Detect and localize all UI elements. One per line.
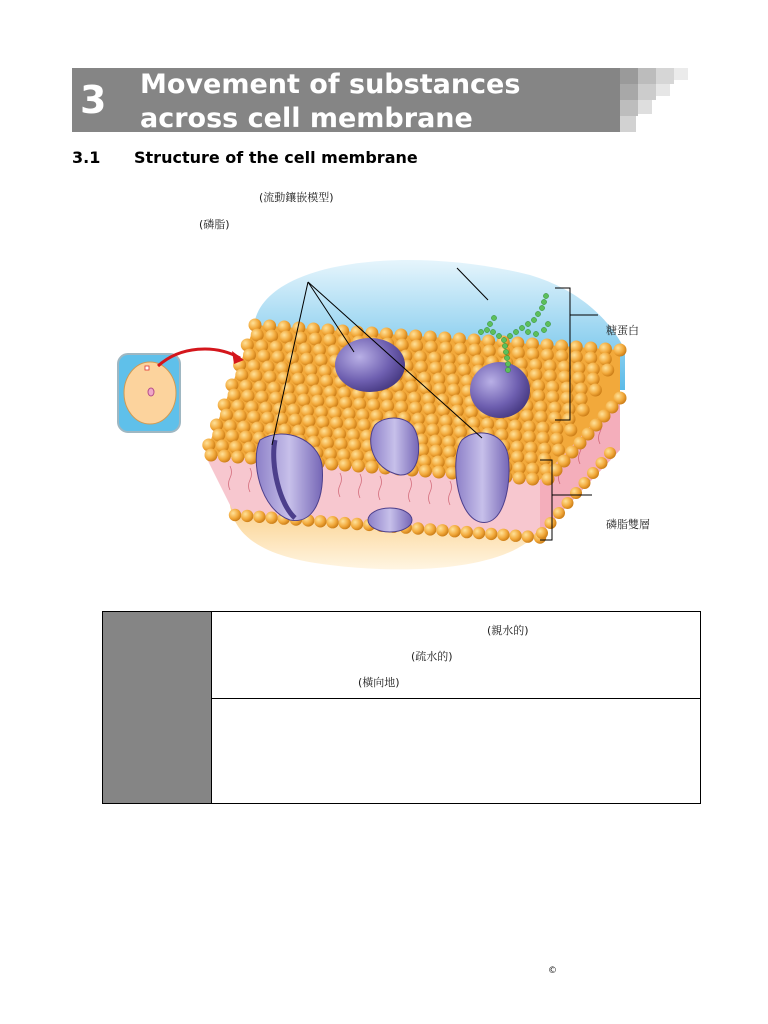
phospholipid-head <box>253 511 265 523</box>
phospholipid-head <box>339 517 351 529</box>
phospholipid-head <box>584 352 597 365</box>
phospholipid-head <box>339 397 352 410</box>
phospholipid-head <box>497 529 509 541</box>
phospholipid-head <box>231 451 244 464</box>
phospholipid-head <box>247 411 260 424</box>
cell-inset <box>118 354 180 432</box>
phospholipid-head <box>444 363 457 376</box>
phospholipid-head <box>381 400 394 413</box>
section-number: 3.1 <box>72 148 101 167</box>
phospholipid-head <box>352 460 365 473</box>
phospholipid-head <box>395 401 408 414</box>
phospholipid-head <box>365 461 378 474</box>
phospholipid-head <box>465 406 478 419</box>
phospholipid-head <box>564 424 577 437</box>
phospholipid-head <box>575 393 588 406</box>
phospholipid-head <box>542 473 555 486</box>
phospholipid-head <box>314 515 326 527</box>
phospholipid-head <box>409 402 422 415</box>
phospholipid-head <box>437 404 450 417</box>
phospholipid-head <box>526 473 539 486</box>
phospholipid-head <box>513 472 526 485</box>
phospholipid-head <box>321 437 334 450</box>
phospholipid-head <box>283 393 296 406</box>
phospholipid-head <box>563 413 576 426</box>
surface-protein <box>335 338 405 392</box>
phospholipid-head <box>553 507 565 519</box>
phospholipid-head <box>587 467 599 479</box>
phospholipid-head <box>339 459 352 472</box>
phospholipid-head <box>537 432 550 445</box>
phospholipid-head <box>570 487 582 499</box>
phospholipid-head <box>601 364 614 377</box>
phospholipid-head <box>521 410 534 423</box>
copyright-mark: © <box>548 966 557 976</box>
phospholipid-head <box>212 429 225 442</box>
phospholipid-head <box>335 438 348 451</box>
phospholipid-head <box>447 384 460 397</box>
phospholipid-head <box>458 364 471 377</box>
phospholipid-head <box>522 530 534 542</box>
phospholipid-head <box>558 371 571 384</box>
phospholipid-head <box>419 465 432 478</box>
phospholipid-bilayer-label: 磷脂雙層 <box>606 518 650 531</box>
phospholipid-head <box>555 350 568 363</box>
phospholipid-head <box>241 510 253 522</box>
phospholipid-head <box>412 522 424 534</box>
chapter-title-line-2: across cell membrane <box>140 103 473 134</box>
phospholipid-head <box>358 419 371 432</box>
glycoprotein-label: 糖蛋白 <box>606 324 639 337</box>
phospholipid-head <box>512 347 525 360</box>
phospholipid-head <box>523 431 536 444</box>
phospholipid-head <box>415 361 428 374</box>
phospholipid-head <box>526 348 539 361</box>
phospholipid-head <box>425 341 438 354</box>
hydrophilic-term: (親水的) <box>487 624 529 637</box>
phospholipid-head <box>410 340 423 353</box>
phospholipid-head <box>525 452 538 465</box>
phospholipid-head <box>229 509 241 521</box>
phospholipid-head <box>218 450 231 463</box>
phospholipid-head <box>461 526 473 538</box>
phospholipid-head <box>596 457 608 469</box>
phospholipid-head <box>436 524 448 536</box>
phospholipid-head <box>405 381 418 394</box>
chapter-banner <box>72 68 620 132</box>
phospholipid-head <box>432 466 445 479</box>
phospholipid-head <box>325 458 338 471</box>
phospholipid-head <box>430 445 443 458</box>
fluid-mosaic-model-label: (流動鑲嵌模型) <box>259 191 334 204</box>
phospholipid-head <box>289 414 302 427</box>
phospholipid-head <box>549 412 562 425</box>
phospholipid-head <box>579 477 591 489</box>
chapter-number: 3 <box>80 78 107 122</box>
phospholipid-head <box>433 383 446 396</box>
phospholipid-head <box>485 528 497 540</box>
phospholipid-head <box>577 404 590 417</box>
phospholipid-head <box>439 342 452 355</box>
phospholipid-head <box>454 343 467 356</box>
glycoprotein-protein <box>470 362 530 418</box>
phospholipid-head <box>546 391 559 404</box>
phospholipid-head <box>429 362 442 375</box>
section-title: Structure of the cell membrane <box>134 148 418 167</box>
phospholipid-head <box>320 375 333 388</box>
phospholipid-head <box>552 444 565 457</box>
phospholipid-head <box>509 430 522 443</box>
phospholipid-head <box>424 523 436 535</box>
phospholipid-head <box>604 447 616 459</box>
phospholipid-head <box>545 517 557 529</box>
section-heading <box>72 148 418 167</box>
phospholipid-head <box>473 527 485 539</box>
phospholipid-head <box>509 530 521 542</box>
phospholipid-head <box>448 525 460 537</box>
phospholipid-head <box>483 345 496 358</box>
phospholipid-head <box>353 398 366 411</box>
phospholipid-head <box>326 516 338 528</box>
phospholipid-head <box>426 424 439 437</box>
banner-decoration <box>620 68 692 132</box>
phospholipid-head <box>536 527 548 539</box>
phospholipid-head <box>297 394 310 407</box>
info-table-header-cell <box>103 612 212 803</box>
phospholipid-head <box>468 344 481 357</box>
phospholipid-head <box>239 431 252 444</box>
phospholipid-head <box>306 374 319 387</box>
phospholipid-head <box>316 416 329 429</box>
info-table-row-divider <box>211 698 700 699</box>
phospholipid-head <box>599 353 612 366</box>
phospholipid-head <box>348 439 361 452</box>
phospholipid-head <box>532 390 545 403</box>
phospholipid-head <box>303 415 316 428</box>
phospholipid-head <box>245 452 258 465</box>
peripheral-protein <box>368 508 412 532</box>
phospholipid-head <box>538 453 551 466</box>
chapter-title <box>140 68 620 136</box>
phospholipid-head <box>454 426 467 439</box>
phospholipid-head <box>570 351 583 364</box>
info-table <box>102 611 701 804</box>
phospholipid-head <box>541 349 554 362</box>
phospholipid-head <box>330 417 343 430</box>
chapter-title-line-1: Movement of substances <box>140 69 521 100</box>
phospholipid-head <box>511 451 524 464</box>
phospholipid-head <box>535 411 548 424</box>
phospholipid-head <box>226 430 239 443</box>
phospholipid-head <box>443 446 456 459</box>
phospholipid-head <box>440 425 453 438</box>
phospholipid-head <box>234 410 247 423</box>
laterally-term: (橫向地) <box>358 676 400 689</box>
phospholipid-head <box>587 373 600 386</box>
phospholipid-head <box>344 418 357 431</box>
phospholipid-head <box>544 370 557 383</box>
phospholipid-head <box>589 384 602 397</box>
phospholipid-head <box>529 369 542 382</box>
phospholipid-label: (磷脂) <box>199 218 230 231</box>
hydrophobic-term: (疏水的) <box>411 650 453 663</box>
phospholipid-head <box>562 497 574 509</box>
phospholipid-head <box>561 392 574 405</box>
phospholipid-head <box>261 412 274 425</box>
phospholipid-head <box>367 399 380 412</box>
phospholipid-head <box>614 344 627 357</box>
phospholipid-head <box>351 518 363 530</box>
phospholipid-head <box>325 396 338 409</box>
phospholipid-head <box>311 395 324 408</box>
cell-membrane-diagram <box>110 240 670 580</box>
phospholipid-head <box>423 403 436 416</box>
phospholipid-head <box>265 512 277 524</box>
phospholipid-head <box>550 433 563 446</box>
phospholipid-head <box>205 449 218 462</box>
phospholipid-head <box>572 372 585 385</box>
